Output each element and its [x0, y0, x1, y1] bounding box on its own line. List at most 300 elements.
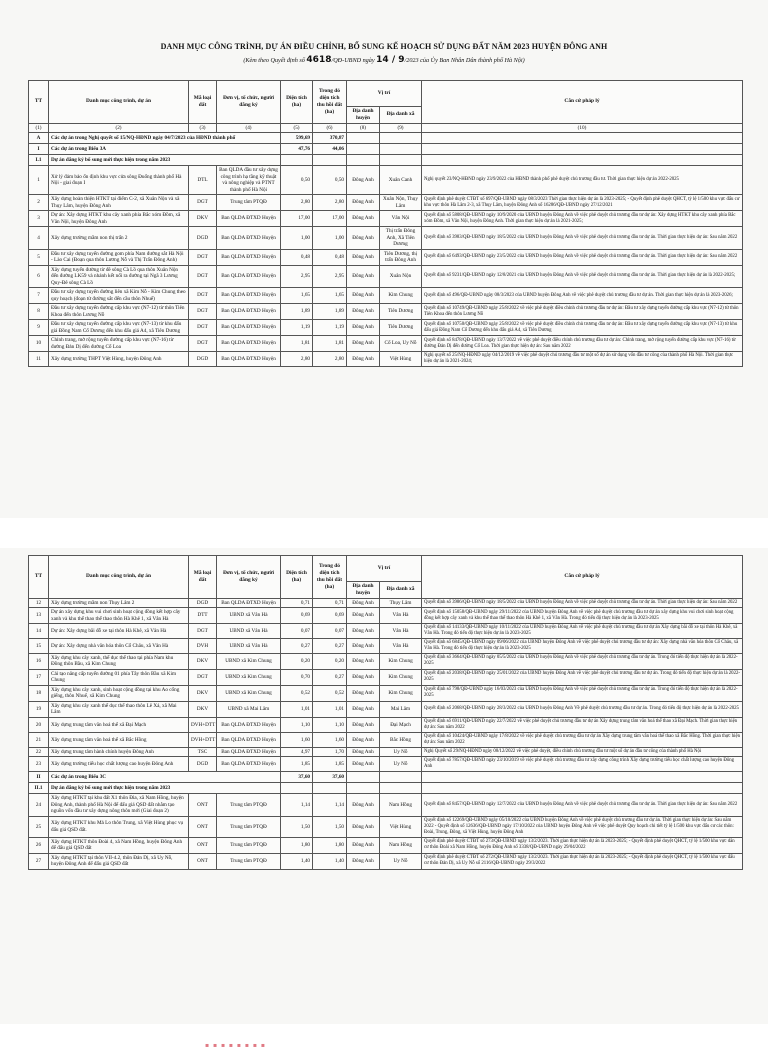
- registering-unit: Ban QLDA ĐTXD Huyện: [217, 352, 281, 367]
- row-number: 3: [29, 211, 49, 227]
- empty-cell: [380, 155, 422, 166]
- land-type-code: DVH+DTT: [189, 717, 217, 732]
- project-name: Dự án: Xây dựng HTKT khu cây xanh phía Bắc xóm Đồm, xã Vân Nội, huyện Đông Anh: [49, 211, 189, 227]
- district: Đông Anh: [347, 653, 380, 669]
- table-row: [29, 336, 743, 352]
- area-ha: 2,95: [281, 265, 313, 288]
- legal-basis: Quyết định số 2068/QĐ-UBND ngày 28/3/2022 của UBND huyện Đông Anh Về phê duyệt chủ trương đầu tư dự án. Trong đó tiến độ thực hiện dự án là 2022-2025: [422, 701, 743, 717]
- commune: Vân Hà: [380, 624, 422, 639]
- project-name: Đầu tư xây dựng tuyến đường cấp khu vực (N7-12) từ thôn Tiên Khoa đến thôn Lương Nỗ: [49, 304, 189, 320]
- section-title: Các dự án trong Biểu 3A: [49, 144, 281, 155]
- area-ha: 1,85: [281, 757, 313, 772]
- legal-basis: Quyết định số 7857/QĐ-UBND ngày 23/10/2019 về việc phê duyệt chủ trương đầu tư xây dựng công trình Xây dựng trường tiểu học chất lượng cao huyện Đông Anh: [422, 757, 743, 772]
- header-name: Danh mục công trình, dự án: [49, 81, 189, 124]
- section-area: 599,69: [281, 133, 313, 144]
- legal-basis: Quyết định số 6845/QĐ-UBND ngày 09/06/2022 của UBND huyện Đông Anh về việc phê duyệt chủ trương đầu tư dự án: Xây dựng nhà văn hóa thôn Cổ Châu, xã Vân Hà. Trong đó tiến độ thực hiện dự án là 2023-2025: [422, 638, 743, 653]
- section-area: [281, 783, 313, 794]
- area-ha: 1,40: [281, 853, 313, 869]
- commune: Kim Chung: [380, 288, 422, 304]
- recovered-area-ha: 1,80: [313, 837, 347, 853]
- table-row: [29, 853, 743, 869]
- section-title: Các dự án trong Nghị quyết số 15/NQ-HĐND ngày 04/7/2023 của HĐND thành phố: [49, 133, 281, 144]
- legal-basis: Quyết định số 3986/QĐ-UBND ngày 18/5/2022 của UBND huyện Đông Anh về việc phê duyệt chủ trương đầu tư dự án. Thời gian thực hiện dự án: Sau năm 2022: [422, 598, 743, 608]
- area-ha: 1,01: [281, 701, 313, 717]
- row-number: 18: [29, 685, 49, 701]
- header-unit: Đơn vị, tổ chức, người đăng ký: [217, 556, 281, 599]
- project-table-part2: [28, 555, 743, 870]
- recovered-area-ha: 1,14: [313, 794, 347, 817]
- land-type-code: ONT: [189, 794, 217, 817]
- district: Đông Anh: [347, 638, 380, 653]
- row-number: 1: [29, 166, 49, 195]
- recovered-area-ha: 1,81: [313, 336, 347, 352]
- header-area: Diện tích (ha): [281, 81, 313, 124]
- land-type-code: DTL: [189, 166, 217, 195]
- recovered-area-ha: 2,95: [313, 265, 347, 288]
- recovered-area-ha: 1,85: [313, 757, 347, 772]
- header-commune: Địa danh xã: [380, 107, 422, 124]
- section-recovered-area: [313, 155, 347, 166]
- legal-basis: Quyết định số 6493/QĐ-UBND ngày 23/5/2022 của UBND huyện Đông Anh về việc phê duyệt chủ trương đầu tư dự án. Thời gian thực hiện dự án: Sau năm 2022: [422, 249, 743, 265]
- row-number: 14: [29, 624, 49, 639]
- table-row: [29, 717, 743, 732]
- header-district: Địa danh huyện: [347, 582, 380, 599]
- subtitle-mid: /QĐ-UBND ngày: [331, 57, 375, 64]
- land-type-code: DKV: [189, 211, 217, 227]
- land-type-code: TSC: [189, 747, 217, 757]
- commune: Kim Chung: [380, 653, 422, 669]
- header-num: (5): [281, 123, 313, 133]
- header-commune: Địa danh xã: [380, 582, 422, 599]
- project-name: Chỉnh trang, mở rộng tuyến đường cấp khu vực (N7-16) từ đường Đản Dị đến đường Cổ Loa: [49, 336, 189, 352]
- row-number: 2: [29, 195, 49, 211]
- empty-cell: [422, 155, 743, 166]
- empty-cell: [380, 772, 422, 783]
- area-ha: 0,69: [281, 608, 313, 624]
- row-number: 24: [29, 794, 49, 817]
- legal-basis: Quyết định số 3983/QĐ-UBND ngày 18/5/2022 của UBND huyện Đông Anh về việc phê duyệt chủ trương đầu tư dự án. Thời gian thực hiện dự án: Sau năm 2022: [422, 227, 743, 250]
- registering-unit: UBND xã Kim Chung: [217, 653, 281, 669]
- section-number: A: [29, 133, 49, 144]
- section-title: Các dự án trong Biểu 3C: [49, 772, 281, 783]
- table-row: [29, 352, 743, 367]
- district: Đông Anh: [347, 701, 380, 717]
- district: Đông Anh: [347, 352, 380, 367]
- project-name: Xây dựng trung tâm văn hoá thể xã Bắc Hồng: [49, 732, 189, 747]
- commune: Nam Hồng: [380, 794, 422, 817]
- district: Đông Anh: [347, 794, 380, 817]
- row-number: 21: [29, 732, 49, 747]
- table-row: [29, 211, 743, 227]
- land-type-code: DGT: [189, 265, 217, 288]
- project-name: Xây dựng khu cây xanh, thể dục thể thao tại phía Nam khu Đồng thôn Bầu, xã Kim Chung: [49, 653, 189, 669]
- section-row: [29, 772, 743, 783]
- land-type-code: DKV: [189, 701, 217, 717]
- commune: Mai Lâm: [380, 701, 422, 717]
- land-type-code: ONT: [189, 816, 217, 837]
- registering-unit: Trung tâm PTQĐ: [217, 853, 281, 869]
- empty-cell: [347, 133, 380, 144]
- row-number: 5: [29, 249, 49, 265]
- area-ha: 0,27: [281, 638, 313, 653]
- registering-unit: UBND xã Vân Hà: [217, 638, 281, 653]
- legal-basis: Quyết định số 15058/QĐ-UBND ngày 29/11/2022 của UBND huyện Đông Anh về việc phê duyệt chủ trương đầu tư dự án xây dựng khu vui chơi sinh hoạt cộng đồng kết hợp cây xanh và khu thể thao thể thao thôn Hà Khê 1, xã Vân Hà. Trong đó tiến độ thực hiện dự án là 2023-2025: [422, 608, 743, 624]
- district: Đông Anh: [347, 288, 380, 304]
- registering-unit: UBND xã Vân Hà: [217, 608, 281, 624]
- legal-basis: Quyết định số 3664/QĐ-UBND ngày 05/5/2022 của UBND huyện Đông Anh về việc phê duyệt chủ trương đầu tư dự án. Trong đó tiến độ thực hiện dự án là 2022-2025: [422, 653, 743, 669]
- row-number: 13: [29, 608, 49, 624]
- project-name: Dự án xây dựng khu vui chơi sinh hoạt cộng đồng kết hợp cây xanh và khu thể thao thể thao thôn Hà Khê 1, xã Vân Hà: [49, 608, 189, 624]
- project-table-part1: [28, 80, 743, 367]
- project-name: Xây dựng HTKT tại thôn VII-4.2, thôn Đản Dị, xã Uy Nỗ, huyện Đông Anh để đấu giá QSD đất: [49, 853, 189, 869]
- header-num: (6): [313, 123, 347, 133]
- district: Đông Anh: [347, 717, 380, 732]
- district: Đông Anh: [347, 608, 380, 624]
- section-recovered-area: 370,87: [313, 133, 347, 144]
- land-type-code: DGT: [189, 669, 217, 685]
- empty-cell: [380, 783, 422, 794]
- header-legal: Căn cứ pháp lý: [422, 81, 743, 124]
- section-number: I: [29, 144, 49, 155]
- land-type-code: DGT: [189, 195, 217, 211]
- commune: Xuân Canh: [380, 166, 422, 195]
- row-number: 8: [29, 304, 49, 320]
- table-row: [29, 757, 743, 772]
- header-name: Danh mục công trình, dự án: [49, 556, 189, 599]
- table-row: [29, 669, 743, 685]
- area-ha: 17,00: [281, 211, 313, 227]
- registering-unit: Trung tâm PTQĐ: [217, 794, 281, 817]
- legal-basis: Nghị quyết 23/NQ-HĐND ngày 23/9/2022 của HĐND thành phố phê duyệt chủ trương đầu tư. Thời gian thực hiện dự án 2022-2025: [422, 166, 743, 195]
- district: Đông Anh: [347, 669, 380, 685]
- row-number: 26: [29, 837, 49, 853]
- table-header-row: [29, 556, 743, 582]
- table-row: [29, 166, 743, 195]
- project-name: Xây dựng trường mầm non thị trấn 2: [49, 227, 189, 250]
- registering-unit: Ban QLDA đầu tư xây dựng công trình hạ tầng kỹ thuật và nông nghiệp và PTNT thành phố Hà Nội: [217, 166, 281, 195]
- header-tt: TT: [29, 556, 49, 599]
- recovered-area-ha: 0,20: [313, 653, 347, 669]
- area-ha: 2,80: [281, 195, 313, 211]
- area-ha: 1,14: [281, 794, 313, 817]
- project-name: Xây dựng trường mầm non Thụy Lâm 2: [49, 598, 189, 608]
- district: Đông Anh: [347, 685, 380, 701]
- table-row: [29, 598, 743, 608]
- header-district: Địa danh huyện: [347, 107, 380, 124]
- project-name: Xây dựng HTKT thôn Đoài 4, xã Nam Hồng, huyện Đông Anh để đấu giá QSD đất: [49, 837, 189, 853]
- section-number: II: [29, 772, 49, 783]
- header-location: Vị trí: [347, 81, 422, 107]
- commune: Vân Hà: [380, 608, 422, 624]
- registering-unit: UBND xã Mai Lâm: [217, 701, 281, 717]
- project-name: Xây dựng trung tâm văn hoá thể xã Đại Mạch: [49, 717, 189, 732]
- legal-basis: Nghị quyết số 25/NQ-HĐND ngày 04/12/2019 về việc phê duyệt chủ trương đầu tư một số dự án sử dụng vốn đầu tư công của thành phố Hà Nội. Thời gian thực hiện dự án là 2021-2024;: [422, 352, 743, 367]
- table-row: [29, 304, 743, 320]
- section-recovered-area: 37,60: [313, 772, 347, 783]
- section-row: [29, 783, 743, 794]
- row-number: 16: [29, 653, 49, 669]
- area-ha: 0,50: [281, 166, 313, 195]
- registering-unit: Ban QLDA ĐTXD Huyện: [217, 249, 281, 265]
- project-name: Xây dựng HTKT khu Mả Lo thôn Trung, xã Việt Hùng phục vụ đấu giá QSD đất.: [49, 816, 189, 837]
- area-ha: 0,71: [281, 598, 313, 608]
- commune: Cổ Loa, Uy Nỗ: [380, 336, 422, 352]
- recovered-area-ha: 0,50: [313, 166, 347, 195]
- header-tt: TT: [29, 81, 49, 124]
- recovered-area-ha: 0,07: [313, 624, 347, 639]
- row-number: 23: [29, 757, 49, 772]
- registering-unit: Trung tâm PTQĐ: [217, 195, 281, 211]
- commune: Tiên Dương: [380, 320, 422, 336]
- recovered-area-ha: 0,52: [313, 685, 347, 701]
- recovered-area-ha: 1,60: [313, 732, 347, 747]
- land-type-code: ONT: [189, 853, 217, 869]
- area-ha: 1,00: [281, 227, 313, 250]
- registering-unit: Trung tâm PTQĐ: [217, 816, 281, 837]
- table-row: [29, 732, 743, 747]
- project-name: Xây dựng HTKT tại khu đất X1 thôn Đìa, xã Nam Hồng, huyện Đông Anh, thành phố Hà Nội để đấu giá QSD đất nhằm tạo nguồn vốn đầu tư xây dựng nông thôn mới (Giai đoạn 2): [49, 794, 189, 817]
- row-number: 20: [29, 717, 49, 732]
- project-name: Đầu tư xây dựng tuyến đường liên xã Kim Nỗ - Kim Chung theo quy hoạch (đoạn từ đường sắt đến cầu thôn Nhuế): [49, 288, 189, 304]
- registering-unit: Ban QLDA ĐTXD Huyện: [217, 336, 281, 352]
- table-row: [29, 638, 743, 653]
- land-type-code: DKV: [189, 685, 217, 701]
- registering-unit: Ban QLDA ĐTXD Huyện: [217, 211, 281, 227]
- commune: Vân Nội: [380, 211, 422, 227]
- commune: Tiên Dương, thị trấn Đông Anh: [380, 249, 422, 265]
- recovered-area-ha: 1,50: [313, 816, 347, 837]
- area-ha: 1,81: [281, 336, 313, 352]
- row-number: 6: [29, 265, 49, 288]
- recovered-area-ha: 17,00: [313, 211, 347, 227]
- land-type-code: DVH+DTT: [189, 732, 217, 747]
- commune: Xuân Nộn: [380, 265, 422, 288]
- commune: Nam Hồng: [380, 837, 422, 853]
- section-row: [29, 155, 743, 166]
- row-number: 15: [29, 638, 49, 653]
- land-type-code: DKV: [189, 653, 217, 669]
- land-type-code: DGD: [189, 227, 217, 250]
- commune: Uy Nỗ: [380, 747, 422, 757]
- recovered-area-ha: 0,48: [313, 249, 347, 265]
- legal-basis: Quyết định phê duyệt CTĐT số 697/QĐ-UBND ngày 08/3/2023 Thời gian thực hiện dự án là 2023-2025; - Quyết định phê duyệt QHCT, tỷ lệ 1/500 khu vực đấu cư khu vực thôn Hà Lâm 2-3, xã Thụy Lâm, huyện Đông Anh số 16286/QĐ-UBND ngày 27/12/2021: [422, 195, 743, 211]
- section-area: [281, 155, 313, 166]
- table-header-row: [29, 81, 743, 107]
- district: Đông Anh: [347, 624, 380, 639]
- table-row: [29, 249, 743, 265]
- commune: Xuân Nộn, Thụy Lâm: [380, 195, 422, 211]
- row-number: 10: [29, 336, 49, 352]
- table-row: [29, 653, 743, 669]
- table-row: [29, 320, 743, 336]
- district: Đông Anh: [347, 320, 380, 336]
- section-area: 47,76: [281, 144, 313, 155]
- empty-cell: [347, 772, 380, 783]
- land-type-code: ONT: [189, 837, 217, 853]
- empty-cell: [422, 783, 743, 794]
- area-ha: 1,89: [281, 304, 313, 320]
- registering-unit: Ban QLDA ĐTXD Huyện: [217, 304, 281, 320]
- empty-cell: [422, 772, 743, 783]
- commune: Kim Chung: [380, 685, 422, 701]
- table-row: [29, 608, 743, 624]
- recovered-area-ha: 2,80: [313, 352, 347, 367]
- project-name: Đầu tư xây dựng tuyến đường cấp khu vực (N7-13) từ khu đấu giá Đồng Nam Cổ Dương đến khu đấu giá A4, xã Tiên Dương: [49, 320, 189, 336]
- table-row: [29, 265, 743, 288]
- land-type-code: DTT: [189, 608, 217, 624]
- empty-cell: [422, 133, 743, 144]
- table-row: [29, 624, 743, 639]
- registering-unit: Ban QLDA ĐTXD Huyện: [217, 598, 281, 608]
- legal-basis: Quyết định số 496/QĐ-UBND ngày 08/3/2023 của UBND huyện Đông Anh về việc phê duyệt chủ trương đầu tư dự án. Thời gian thực hiện dự án là 2023-2026;: [422, 288, 743, 304]
- header-num: (2): [49, 123, 189, 133]
- legal-basis: Quyết định số 10424/QĐ-UBND ngày 17/8/2022 về việc phê duyệt chủ trương đầu tư dự án Xây dựng trung tâm văn hoá thể thao xã Bắc Hồng. Thời gian thực hiện dự án: Sau năm 2022: [422, 732, 743, 747]
- project-name: Xây dựng khu cây xanh thể dục thể thao thôn Lê Xá, xã Mai Lâm: [49, 701, 189, 717]
- empty-cell: [347, 144, 380, 155]
- legal-basis: Quyết định số 12269/QĐ-UBND ngày 05/10/2022 của UBND huyện Đông Anh về việc phê duyệt chủ trương đầu tư dự án. Thời gian thực hiện dự án: Sau năm 2022 - Quyết định số 12636/QĐ-UBND ngày 17/10/2022 của UBND huyện Đông Anh về việc phê duyệt Quy hoạch chi tiết tỷ lệ 1/500 khu vực đấu cư các thôn: Đoài, Trung, Đông, xã Việt Hùng, huyện Đông Anh: [422, 816, 743, 837]
- legal-basis: Quyết định phê duyệt CTĐT số 272/QĐ-UBND ngày 13/2/2023. Thời gian thực hiện dự án là 2023-2025; - Quyết định phê duyệt QHCT, tỷ lệ 1/500 khu vực đấu cư thôn Đản Dị, xã Uy Nỗ số 2116/QĐ-UBND ngày 29/3/2022: [422, 853, 743, 869]
- registering-unit: UBND xã Vân Hà: [217, 624, 281, 639]
- row-number: 7: [29, 288, 49, 304]
- empty-cell: [422, 144, 743, 155]
- legal-basis: Quyết định số 10750/QĐ-UBND ngày 25/8/2022 về việc phê duyệt điều chỉnh chủ trương đầu tư dự án: Đầu tư xây dựng tuyến đường cấp khu vực (N7-13) từ khu đấu giá Đồng Nam Cổ Dương đến khu đấu giá A4, xã Tiên Dương: [422, 320, 743, 336]
- area-ha: 1,65: [281, 288, 313, 304]
- empty-cell: [380, 133, 422, 144]
- area-ha: 1,80: [281, 837, 313, 853]
- land-type-code: DVH: [189, 638, 217, 653]
- legal-basis: Quyết định số 10749/QĐ-UBND ngày 25/8/2022 về việc phê duyệt điều chỉnh chủ trương đầu tư dự án: Đầu tư xây dựng tuyến đường cấp khu vực (N7-12) từ thôn Tiên Khoa đến thôn Lương Nỗ: [422, 304, 743, 320]
- section-row: [29, 133, 743, 144]
- commune: Tiên Dương: [380, 304, 422, 320]
- row-number: 25: [29, 816, 49, 837]
- legal-basis: Quyết định số 2038/QĐ-UBND ngày 25/01/2022 của UBND huyện Đông Anh về việc phê duyệt chủ trương đầu tư dự án. Trong đó tiến độ thực hiện dự án là 2022-2025: [422, 669, 743, 685]
- legal-basis: Quyết định số 8478/QĐ-UBND ngày 13/7/2022 về việc phê duyệt điều chỉnh chủ trương đầu tư dự án: Chỉnh trang, mở rộng tuyến đường cấp khu vực (N7-16) từ đường Đản Dị đến đường Cổ Loa. Thời gian thực hiện dự án: Sau năm 2022: [422, 336, 743, 352]
- header-numbers-row: [29, 123, 743, 133]
- land-type-code: DGT: [189, 624, 217, 639]
- area-ha: 4,97: [281, 747, 313, 757]
- header-num: (10): [422, 123, 743, 133]
- section-number: I.1: [29, 155, 49, 166]
- project-name: Xây dựng tuyến đường từ đê sông Cà Lồ qua thôn Xuân Nộn đến đường LK59 và nhánh kết nối ra đường tại Ngã 3 Lương Quy-Đê sông Cà Lồ: [49, 265, 189, 288]
- project-name: Đầu tư xây dựng tuyến đường gom phía Nam đường sắt Hà Nội - Lào Cai (Đoạn qua thôn Lương Nỗ và Thị Trấn Đông Anh): [49, 249, 189, 265]
- row-number: 22: [29, 747, 49, 757]
- table-row: [29, 816, 743, 837]
- commune: Thị trấn Đông Anh, Xã Tiên Dương: [380, 227, 422, 250]
- project-name: Xây dựng trường tiểu học chất lượng cao huyện Đông Anh: [49, 757, 189, 772]
- decision-date: 14 / 9: [376, 55, 405, 65]
- registering-unit: Trung tâm PTQĐ: [217, 837, 281, 853]
- area-ha: 0,07: [281, 624, 313, 639]
- project-name: Cải tạo nâng cấp tuyến đường 01 phía Tây thôn Bầu xã Kim Chung: [49, 669, 189, 685]
- header-num: (3): [189, 123, 217, 133]
- section-recovered-area: 44,06: [313, 144, 347, 155]
- area-ha: 1,19: [281, 320, 313, 336]
- land-type-code: DGD: [189, 757, 217, 772]
- recovered-area-ha: 1,65: [313, 288, 347, 304]
- area-ha: 1,60: [281, 732, 313, 747]
- district: Đông Anh: [347, 853, 380, 869]
- section-row: [29, 144, 743, 155]
- district: Đông Anh: [347, 265, 380, 288]
- legal-basis: Quyết định số 9231/QĐ-UBND ngày 12/8/2021 của UBND huyện Đông Anh về việc phê duyệt chủ trương đầu tư dự án. Thời gian thực hiện dự án là 2022-2025;: [422, 265, 743, 288]
- empty-cell: [347, 783, 380, 794]
- land-type-code: DGD: [189, 598, 217, 608]
- row-number: 27: [29, 853, 49, 869]
- section-recovered-area: [313, 783, 347, 794]
- section-title: Dự án đăng ký bổ sung mới thực hiện trong năm 2023: [49, 155, 281, 166]
- district: Đông Anh: [347, 837, 380, 853]
- district: Đông Anh: [347, 211, 380, 227]
- header-legal: Căn cứ pháp lý: [422, 556, 743, 599]
- district: Đông Anh: [347, 747, 380, 757]
- project-name: Xây dựng trung tâm hành chính huyện Đông Anh: [49, 747, 189, 757]
- header-unit: Đơn vị, tổ chức, người đăng ký: [217, 81, 281, 124]
- legal-basis: Nghị Quyết số 29/NQ-HĐND ngày 08/12/2022 về việc phê duyệt, điều chỉnh chủ trương đầu tư một số dự án đầu tư công của thành phố Hà Nội: [422, 747, 743, 757]
- recovered-area-ha: 1,10: [313, 717, 347, 732]
- district: Đông Anh: [347, 732, 380, 747]
- district: Đông Anh: [347, 249, 380, 265]
- recovered-area-ha: 2,80: [313, 195, 347, 211]
- row-number: 11: [29, 352, 49, 367]
- header-area: Diện tích (ha): [281, 556, 313, 599]
- header-recover: Trong đó diện tích thu hồi đất (ha): [313, 556, 347, 599]
- district: Đông Anh: [347, 336, 380, 352]
- stray-mark: ▪ ▪ ▪ ▪ ▪ ▪ ▪ ▪: [205, 1042, 266, 1049]
- recovered-area-ha: 1,89: [313, 304, 347, 320]
- empty-cell: [347, 155, 380, 166]
- recovered-area-ha: 0,27: [313, 638, 347, 653]
- land-type-code: DGD: [189, 352, 217, 367]
- recovered-area-ha: 1,00: [313, 227, 347, 250]
- commune: Kim Chung: [380, 669, 422, 685]
- header-num: (9): [380, 123, 422, 133]
- commune: Đại Mạch: [380, 717, 422, 732]
- district: Đông Anh: [347, 757, 380, 772]
- district: Đông Anh: [347, 304, 380, 320]
- district: Đông Anh: [347, 166, 380, 195]
- land-type-code: DGT: [189, 288, 217, 304]
- legal-basis: Quyết định số 8457/QĐ-UBND ngày 12/7/2022 của UBND huyện Đông Anh về việc phê duyệt chủ trương đầu tư dự án. Thời gian thực hiện dự án: Sau năm 2022: [422, 794, 743, 817]
- table-row: [29, 747, 743, 757]
- registering-unit: Ban QLDA ĐTXD Huyện: [217, 732, 281, 747]
- registering-unit: Ban QLDA ĐTXD Huyện: [217, 288, 281, 304]
- district: Đông Anh: [347, 227, 380, 250]
- legal-basis: Quyết định số 5808/QĐ-UBND ngày 10/9/2020 của UBND huyện Đông Anh về việc phê duyệt chủ trương đầu tư dự án: Xây dựng HTKT khu cây xanh phía Bắc xóm Đồm, xã Vân Nội, huyện Đông Anh. Thời gian thực hiện dự án là 2021-2025;: [422, 211, 743, 227]
- legal-basis: Quyết định số 798/QĐ-UBND ngày 16/03/2023 của UBND huyện Đông Anh về việc phê duyệt chủ trương đầu tư dự án. Trong đó tiến độ thực hiện dự án là 2022-2025: [422, 685, 743, 701]
- commune: Việt Hùng: [380, 816, 422, 837]
- commune: Thụy Lâm: [380, 598, 422, 608]
- row-number: 12: [29, 598, 49, 608]
- table-row: [29, 837, 743, 853]
- recovered-area-ha: 1,19: [313, 320, 347, 336]
- table-row: [29, 701, 743, 717]
- registering-unit: Ban QLDA ĐTXD Huyện: [217, 227, 281, 250]
- recovered-area-ha: 1,70: [313, 747, 347, 757]
- section-number: II.1: [29, 783, 49, 794]
- header-num: (8): [347, 123, 380, 133]
- recovered-area-ha: 1,40: [313, 853, 347, 869]
- commune: Uy Nỗ: [380, 853, 422, 869]
- project-name: Xây dựng hoàn thiện HTKT tại điểm C-2, xã Xuân Nộn và xã Thụy Lâm, huyện Đông Anh: [49, 195, 189, 211]
- table-row: [29, 685, 743, 701]
- subtitle-post: /2023 của Ủy Ban Nhân Dân thành phố Hà Nội): [404, 57, 525, 64]
- row-number: 19: [29, 701, 49, 717]
- document-subtitle: [0, 55, 768, 65]
- district: Đông Anh: [347, 816, 380, 837]
- section-title: Dự án đăng ký bổ sung mới thực hiện trong năm 2023: [49, 783, 281, 794]
- legal-basis: Quyết định phê duyệt CTĐT số 273/QĐ-UBND ngày 13/2/2023. Thời gian thực hiện dự án là 2023-2025; - Quyết định phê duyệt QHCT, tỷ lệ 1/500 khu vực dân cư thôn Đoài xã Nam Hồng, huyện Đông Anh số 3338/QĐ-UBND ngày 29/04/2022: [422, 837, 743, 853]
- recovered-area-ha: 0,27: [313, 669, 347, 685]
